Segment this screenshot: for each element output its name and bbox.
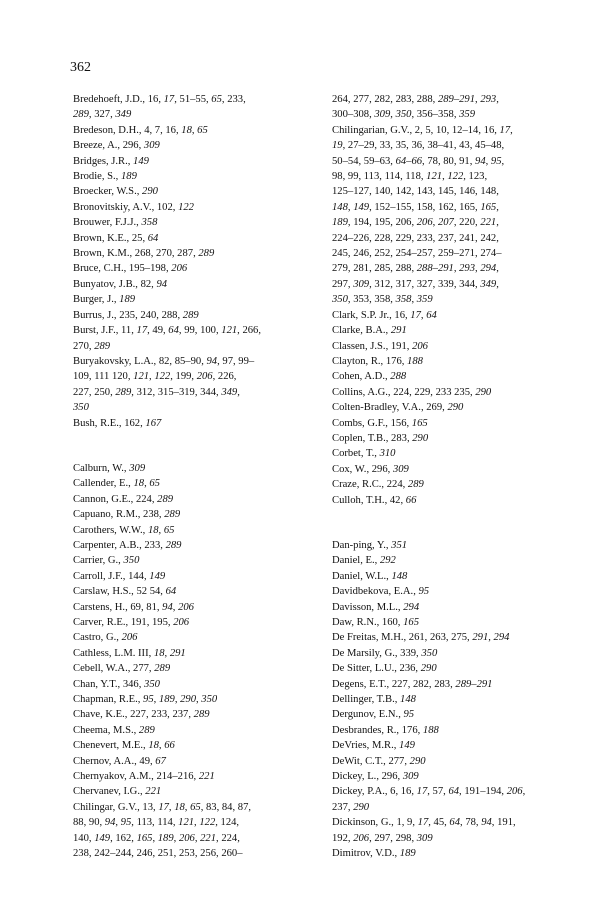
- index-entry-line: DeVries, M.R., 149: [332, 740, 415, 752]
- index-entry-line: Burst, J.F., 11, 17, 49, 64, 99, 100, 121, 266,: [73, 325, 261, 337]
- index-entry-line: 192, 206, 297, 298, 309: [332, 832, 433, 844]
- index-entry-line: Dergunov, E.N., 95: [332, 709, 415, 721]
- index-entry: [332, 661, 564, 676]
- index-entry-line: Dellinger, T.B., 148: [332, 694, 416, 706]
- index-entry-line: Daw, R.N., 160, 165: [332, 617, 419, 628]
- index-entry: [332, 815, 564, 846]
- index-entry: [332, 462, 564, 477]
- index-entry-line: Colten-Bradley, V.A., 269, 290: [332, 402, 464, 414]
- index-entry: [73, 754, 309, 769]
- index-entry-line: Chilingarian, G.V., 2, 5, 10, 12–14, 16, 17,: [332, 124, 513, 136]
- index-entry-line: Carstens, H., 69, 81, 94, 206: [73, 601, 194, 613]
- index-entry-line: Chave, K.E., 227, 233, 237, 289: [73, 709, 210, 721]
- index-entry-line: Buryakovsky, L.A., 82, 85–90, 94, 97, 99–: [73, 355, 255, 367]
- index-entry: [73, 661, 309, 676]
- index-entry-line: Cheema, M.S., 289: [73, 724, 155, 736]
- index-entry-line: 297, 309, 312, 317, 327, 339, 344, 349,: [332, 278, 499, 290]
- index-entry-line: Calburn, W., 309: [73, 462, 146, 474]
- index-entry-line: Combs, G.F., 156, 165: [332, 417, 428, 429]
- index-entry-line: 19, 27–29, 33, 35, 36, 38–41, 43, 45–48,: [332, 140, 505, 152]
- page-number: 362: [70, 60, 91, 75]
- index-entry-line: De Marsily, G., 339, 350: [332, 647, 438, 659]
- index-entry-line: Carpenter, A.B., 233, 289: [73, 539, 182, 551]
- section-gap: [73, 431, 309, 461]
- index-entry-line: Cohen, A.D., 288: [332, 371, 407, 383]
- index-entry-line: 109, 111 120, 121, 122, 199, 206, 226,: [73, 371, 237, 383]
- index-entry: [332, 769, 564, 784]
- index-entry-line: Chapman, R.E., 95, 189, 290, 350: [73, 694, 218, 706]
- index-entry-line: Bredehoeft, J.D., 16, 17, 51–55, 65, 233,: [73, 94, 246, 105]
- index-entry: [332, 385, 564, 400]
- index-entry-line: Corbet, T., 310: [332, 448, 396, 460]
- index-entry: [332, 630, 564, 645]
- index-entry-line: Callender, E., 18, 65: [73, 478, 160, 490]
- index-entry: [73, 277, 309, 292]
- index-entry: [332, 416, 564, 431]
- index-entry-line: 140, 149, 162, 165, 189, 206, 221, 224,: [73, 832, 240, 844]
- index-entry-line: Bronovitskiy, A.V., 102, 122: [73, 201, 194, 213]
- index-entry-line: Dickinson, G., 1, 9, 17, 45, 64, 78, 94, 191,: [332, 817, 516, 829]
- index-entry: [332, 784, 564, 815]
- index-entry: [73, 569, 309, 584]
- index-entry-line: De Sitter, L.U., 236, 290: [332, 663, 437, 675]
- index-entry: [332, 308, 564, 323]
- index-entry-line: Collins, A.G., 224, 229, 233 235, 290: [332, 386, 492, 398]
- index-entry: [73, 354, 309, 416]
- index-entry-line: Daniel, W.L., 148: [332, 570, 408, 582]
- index-entry: [73, 707, 309, 722]
- index-entry: [332, 600, 564, 615]
- index-entry: [332, 400, 564, 415]
- index-entry-line: Bush, R.E., 162, 167: [73, 417, 162, 429]
- index-entry-line: 300–308, 309, 350, 356–358, 359: [332, 109, 476, 121]
- index-entry-line: Cox, W., 296, 309: [332, 463, 409, 475]
- index-entry: [332, 738, 564, 753]
- index-entry: [73, 600, 309, 615]
- index-entry-line: Bruce, C.H., 195–198, 206: [73, 263, 188, 275]
- index-entry-line: 227, 250, 289, 312, 315–319, 344, 349,: [73, 386, 240, 398]
- index-entry-continuation: [332, 92, 564, 123]
- index-entry-line: Chenevert, M.E., 18, 66: [73, 740, 175, 752]
- index-entry: [73, 784, 309, 799]
- index-entry: [332, 538, 564, 553]
- index-entry: [332, 477, 564, 492]
- index-entry-line: 148, 149, 152–155, 158, 162, 165, 165,: [332, 201, 499, 213]
- index-entry-line: Broecker, W.S., 290: [73, 186, 158, 198]
- index-entry-line: Brown, K.M., 268, 270, 287, 289: [73, 248, 215, 260]
- index-entry: [332, 615, 564, 630]
- index-entry-line: Bredeson, D.H., 4, 7, 16, 18, 65: [73, 124, 208, 136]
- index-entry: [73, 692, 309, 707]
- index-entry-line: Culloh, T.H., 42, 66: [332, 494, 417, 506]
- index-entry-line: Brouwer, F.J.J., 358: [73, 217, 158, 229]
- index-entry: [73, 215, 309, 230]
- index-entry: [73, 154, 309, 169]
- index-entry-line: Chernyakov, A.M., 214–216, 221: [73, 771, 215, 783]
- index-entry-line: Clayton, R., 176, 188: [332, 355, 423, 367]
- index-entry: [332, 754, 564, 769]
- index-entry-line: De Freitas, M.H., 261, 263, 275, 291, 294: [332, 632, 510, 644]
- index-entry: [332, 446, 564, 461]
- index-entry: [73, 461, 309, 476]
- index-entry: [73, 769, 309, 784]
- index-entry-line: Castro, G., 206: [73, 632, 138, 644]
- index-entry: [332, 369, 564, 384]
- index-entry-line: DeWit, C.T., 277, 290: [332, 755, 426, 767]
- index-entry: [332, 677, 564, 692]
- index-entry: [73, 738, 309, 753]
- index-entry: [73, 246, 309, 261]
- index-entry: [73, 308, 309, 323]
- index-entry: [332, 584, 564, 599]
- index-entry-line: Coplen, T.B., 283, 290: [332, 432, 429, 444]
- index-entry-line: Chernov, A.A., 49, 67: [73, 755, 166, 767]
- index-entry-line: Chilingar, G.V., 13, 17, 18, 65, 83, 84, 87,: [73, 801, 252, 813]
- index-entry-line: 350, 353, 358, 358, 359: [332, 294, 433, 306]
- index-entry-line: 237, 290: [332, 801, 370, 813]
- index-entry-line: Daniel, E., 292: [332, 555, 396, 567]
- index-entry-line: Clarke, B.A., 291: [332, 325, 407, 337]
- index-entry-line: 350: [73, 402, 89, 414]
- index-entry-line: Carroll, J.F., 144, 149: [73, 570, 166, 582]
- index-entry: [332, 493, 564, 508]
- index-entry: [332, 692, 564, 707]
- index-entry: [73, 169, 309, 184]
- index-entry: [332, 569, 564, 584]
- index-entry: [73, 138, 309, 153]
- index-entry: [73, 492, 309, 507]
- index-entry: [73, 184, 309, 199]
- index-entry: [73, 584, 309, 599]
- index-entry-line: 50–54, 59–63, 64–66, 78, 80, 91, 94, 95,: [332, 155, 505, 167]
- section-gap: [332, 508, 564, 538]
- index-entry: [73, 200, 309, 215]
- index-column-left: [73, 92, 309, 862]
- index-column-right: [332, 92, 564, 862]
- index-entry-line: Breeze, A., 296, 309: [73, 140, 160, 152]
- index-entry-line: Capuano, R.M., 238, 289: [73, 509, 181, 521]
- index-entry: [73, 538, 309, 553]
- index-entry: [332, 846, 564, 861]
- index-entry-line: Chervanev, I.G., 221: [73, 786, 162, 798]
- index-entry: [332, 723, 564, 738]
- index-entry: [73, 800, 309, 862]
- index-entry: [332, 431, 564, 446]
- index-entry-line: 270, 289: [73, 340, 111, 352]
- index-entry-line: Cathless, L.M. III, 18, 291: [73, 647, 186, 659]
- index-entry-line: Davisson, M.L., 294: [332, 601, 420, 613]
- index-entry: [73, 476, 309, 491]
- index-entry: [332, 707, 564, 722]
- index-entry-line: Cebell, W.A., 277, 289: [73, 663, 171, 675]
- index-entry: [73, 615, 309, 630]
- index-entry-line: Dan-ping, Y., 351: [332, 539, 408, 551]
- index-entry-line: 125–127, 140, 142, 143, 145, 146, 148,: [332, 186, 499, 198]
- index-entry-line: Burger, J., 189: [73, 294, 136, 306]
- index-entry-line: 189, 194, 195, 206, 206, 207, 220, 221,: [332, 217, 499, 229]
- index-entry-line: 289, 327, 349: [73, 109, 132, 121]
- index-entry-line: 98, 99, 113, 114, 118, 121, 122, 123,: [332, 171, 488, 183]
- index-entry: [73, 323, 309, 354]
- index-entry-line: Carver, R.E., 191, 195, 206: [73, 617, 190, 628]
- index-entry-line: Cannon, G.E., 224, 289: [73, 493, 174, 505]
- index-entry-line: Craze, R.C., 224, 289: [332, 479, 424, 491]
- index-entry-line: Desbrandes, R., 176, 188: [332, 724, 439, 736]
- index-entry-line: Bridges, J.R., 149: [73, 155, 149, 167]
- index-entry: [73, 553, 309, 568]
- index-entry: [73, 261, 309, 276]
- index-entry: [73, 231, 309, 246]
- index-entry-line: Carothers, W.W., 18, 65: [73, 524, 175, 536]
- index-entry: [332, 646, 564, 661]
- index-entry-line: Classen, J.S., 191, 206: [332, 340, 428, 352]
- index-entry: [73, 92, 309, 123]
- index-entry-line: Clark, S.P. Jr., 16, 17, 64: [332, 309, 437, 321]
- index-entry: [73, 292, 309, 307]
- index-entry: [73, 416, 309, 431]
- index-entry-line: 264, 277, 282, 283, 288, 289–291, 293,: [332, 94, 499, 105]
- index-entry-line: Burrus, J., 235, 240, 288, 289: [73, 309, 199, 321]
- index-entry-line: Carrier, G., 350: [73, 555, 140, 567]
- index-entry: [73, 630, 309, 645]
- index-entry-line: 224–226, 228, 229, 233, 237, 241, 242,: [332, 232, 499, 244]
- index-entry-line: Davidbekova, E.A., 95: [332, 586, 430, 598]
- index-entry-line: Bunyatov, J.B., 82, 94: [73, 278, 168, 290]
- index-entry: [332, 339, 564, 354]
- index-entry-line: Chan, Y.T., 346, 350: [73, 678, 160, 690]
- index-entry: [73, 723, 309, 738]
- index-entry-line: Brown, K.E., 25, 64: [73, 232, 159, 244]
- index-entry-line: Carslaw, H.S., 52 54, 64: [73, 586, 177, 598]
- index-entry-line: Degens, E.T., 227, 282, 283, 289–291: [332, 678, 493, 690]
- index-entry-line: Dickey, P.A., 6, 16, 17, 57, 64, 191–194, 206,: [332, 786, 526, 798]
- index-entry: [73, 523, 309, 538]
- index-entry: [73, 677, 309, 692]
- index-entry: [73, 646, 309, 661]
- index-entry-line: 238, 242–244, 246, 251, 253, 256, 260–: [73, 848, 243, 860]
- index-entry-line: 279, 281, 285, 288, 288–291, 293, 294,: [332, 263, 499, 275]
- index-entry: [73, 123, 309, 138]
- index-entry-line: Brodie, S., 189: [73, 171, 137, 183]
- index-entry-line: 88, 90, 94, 95, 113, 114, 121, 122, 124,: [73, 817, 240, 829]
- index-entry: [332, 323, 564, 338]
- index-entry-line: 245, 246, 252, 254–257, 259–271, 274–: [332, 248, 502, 260]
- index-entry: [73, 507, 309, 522]
- index-entry: [332, 354, 564, 369]
- index-entry: [332, 553, 564, 568]
- index-entry-line: Dickey, L., 296, 309: [332, 771, 419, 783]
- index-entry: [332, 123, 564, 308]
- index-entry-line: Dimitrov, V.D., 189: [332, 848, 416, 860]
